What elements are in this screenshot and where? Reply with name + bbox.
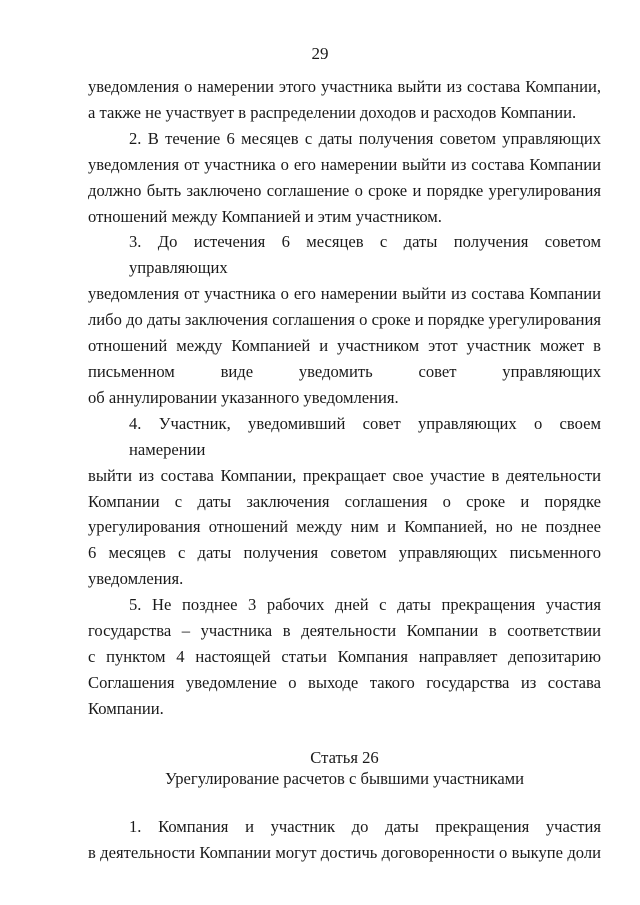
text-line: Соглашения уведомление о выходе такого государства из состава	[88, 672, 601, 692]
paragraph-article-26-clause-1	[88, 814, 601, 866]
text-line: 2. В течение 6 месяцев с даты получения советом управляющих	[129, 128, 601, 148]
text-line: уведомления от участника о его намерении выйти из состава Компании	[88, 284, 601, 304]
text-line: уведомления.	[88, 569, 184, 589]
text-line: 4. Участник, уведомивший совет управляющих о своем намерении	[129, 413, 601, 459]
article-heading: Статья 26	[310, 747, 379, 767]
text-line: отношений между Компанией и этим участником.	[88, 206, 442, 226]
paragraph-continuation	[88, 74, 601, 126]
text-line: а также не участвует в распределении доходов и расходов Компании.	[88, 102, 577, 122]
paragraph-clause-3	[88, 229, 601, 410]
text-line: либо до даты заключения соглашения о сроке и порядке урегулирования	[88, 310, 601, 330]
text-line: об аннулировании указанного уведомления.	[88, 387, 399, 407]
text-line: выйти из состава Компании, прекращает свое участие в деятельности	[88, 465, 601, 485]
text-line: уведомления от участника о его намерении выйти из состава Компании	[88, 154, 601, 174]
text-line: государства – участника в деятельности Компании в соответствии	[88, 621, 601, 641]
paragraph-clause-4	[88, 411, 601, 592]
text-line: урегулирования отношений между ним и Компанией, но не позднее	[88, 517, 601, 537]
text-line: Компании с даты заключения соглашения о сроке и порядке	[88, 491, 601, 511]
paragraph-clause-2	[88, 126, 601, 230]
page-number: 29	[311, 44, 329, 63]
text-line: с пунктом 4 настоящей статьи Компания направляет депозитарию	[88, 646, 601, 666]
text-line: 5. Не позднее 3 рабочих дней с даты прекращения участия	[129, 595, 601, 615]
text-line: письменном виде уведомить совет управляющих	[88, 361, 601, 381]
text-line: должно быть заключено соглашение о сроке и порядке урегулирования	[88, 180, 601, 200]
text-line: 6 месяцев с даты получения советом управляющих письменного	[88, 543, 601, 563]
text-line: 3. До истечения 6 месяцев с даты получения советом управляющих	[129, 232, 601, 278]
text-line: в деятельности Компании могут достичь договоренности о выкупе доли	[88, 842, 601, 862]
document-body	[88, 74, 601, 865]
paragraph-clause-5	[88, 592, 601, 722]
text-line: 1. Компания и участник до даты прекращения участия	[129, 816, 601, 836]
article-title: Урегулирование расчетов с бывшими участниками	[164, 768, 525, 788]
text-line: отношений между Компанией и участником этот участник может в	[88, 336, 601, 356]
text-line: уведомления о намерении этого участника выйти из состава Компании,	[88, 77, 601, 96]
text-line: Компании.	[88, 698, 164, 718]
